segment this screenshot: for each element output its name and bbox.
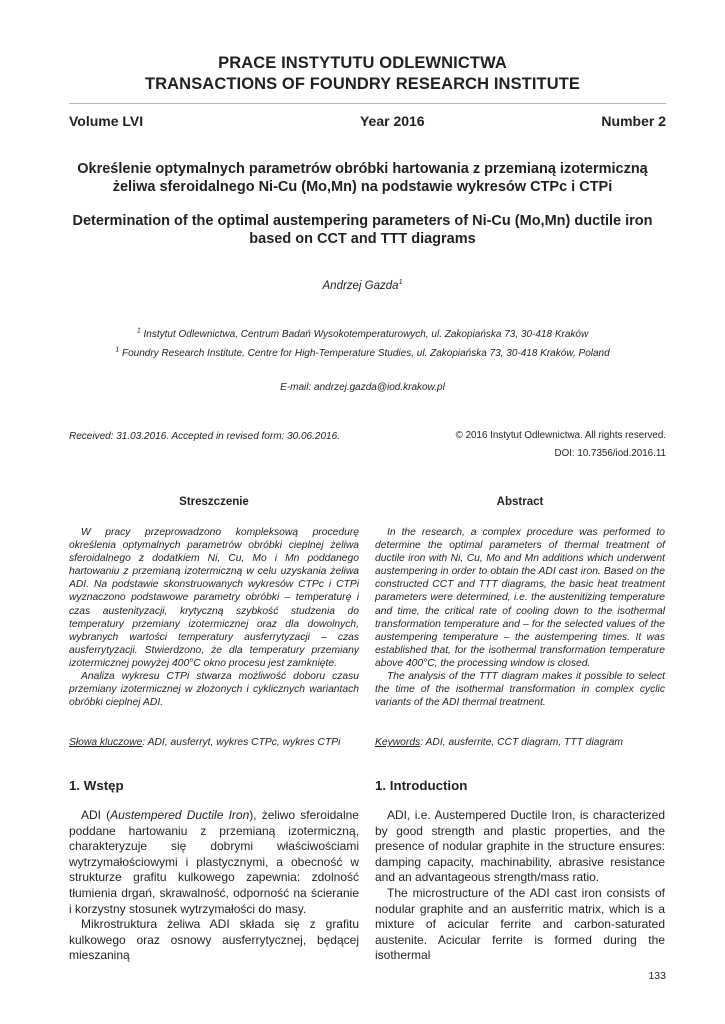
section-pl-p1-pre: ADI (: [81, 808, 111, 822]
journal-name-en: TRANSACTIONS OF FOUNDRY RESEARCH INSTITUTE: [144, 75, 581, 93]
section-heading-en: 1. Introduction: [375, 778, 468, 793]
journal-header: [0, 53, 725, 95]
section-pl-p1-ital: Austempered Ductile Iron: [110, 808, 250, 822]
keywords-pl-text: : ADI, ausferryt, wykres CTPc, wykres CTPi: [142, 737, 341, 748]
abstract-heading: Abstract: [496, 496, 544, 508]
section-body-pl: [69, 808, 359, 964]
abstract-paragraph-2: The analysis of the TTT diagram makes it possible to select the time of the isothermal transformation in complex cyclic variants of the ADI thermal treatment.: [375, 671, 665, 709]
affiliation-en-sup: 1: [115, 346, 120, 354]
affiliation-pl-sup: 1: [136, 327, 141, 335]
streszczenie-text: [69, 526, 359, 709]
affiliation-en-text: Foundry Research Institute, Centre for High-Temperature Studies, ul. Zakopiańska 73, 30-418 Kraków, Poland: [122, 348, 610, 359]
keywords-pl-label: Słowa kluczowe: [69, 737, 143, 748]
section-pl-paragraph-1: [69, 808, 359, 917]
affiliation-pl: [0, 328, 725, 342]
streszczenie-heading: Streszczenie: [179, 496, 249, 508]
section-en-paragraph-2: The microstructure of the ADI cast iron consists of nodular graphite and an ausferritic matrix, which is a mixture of acicular ferrite and carbon-saturated austenite. Acicular ferrite is formed during the isothermal: [375, 885, 665, 963]
section-heading-pl: 1. Wstęp: [69, 778, 124, 793]
page-number: 133: [648, 970, 666, 982]
title-english-line2: based on CCT and TTT diagrams: [249, 231, 476, 247]
author: [0, 280, 725, 292]
title-polish-line2: żeliwa sferoidalnego Ni-Cu (Mo,Mn) na podstawie wykresów CTPc i CTPi: [112, 179, 613, 195]
title-polish: [60, 160, 665, 196]
keywords-en: [375, 737, 665, 748]
header-rule: [69, 103, 666, 104]
keywords-pl: [69, 737, 359, 748]
section-en-paragraph-1: ADI, i.e. Austempered Ductile Iron, is characterized by good strength and plastic properties, and the presence of nodular graphite in the structure ensures: damping capacity, machinability, abrasive resistance and an advantageous strength/mass ratio.: [375, 808, 665, 885]
section-pl-paragraph-2: Mikrostruktura żeliwa ADI składa się z grafitu kulkowego oraz osnowy ausferrytycznej, będącej mieszaniną: [69, 917, 359, 963]
section-pl-p1-post: ), żeliwo sferoidalne poddane hartowaniu z przemianą izotermiczną, charakteryzuje się dobrymi właściwościami wytrzymałościowymi i plastycznymi, a obecność w strukturze grafitu kulkowego zapewnia: zdolność tłumienia drgań, skrawalność, odporność na ścieranie i korzystny stosunek wytrzymałości do masy.: [69, 808, 359, 916]
volume: Volume LVI: [69, 113, 144, 129]
title-polish-line1: Określenie optymalnych parametrów obróbki hartowania z przemianą izotermiczną: [77, 161, 648, 177]
abstract-paragraph-1: In the research, a complex procedure was performed to determine the optimal parameters of thermal treatment of ductile iron with Ni, Cu, Mo and Mn additions which underwent austempering in order to obtain the ADI cast iron. Based on the constructed CCT and TTT diagrams, the basic heat treatment parameters were determined, i.e. the austenitizing temperature and time, the critical rate of cooling down to the isothermal transformation temperature and – for the selected values of the austempering temperature – the austempering times. It was established that, for the isothermal transformation temperature above 400°C, the processing window is closed.: [375, 527, 665, 669]
received-date: Received: 31.03.2016. Accepted in revised form: 30.06.2016.: [69, 431, 340, 442]
abstract-text: [375, 526, 665, 709]
title-english-line1: Determination of the optimal austempering parameters of Ni-Cu (Mo,Mn) ductile iron: [72, 213, 653, 229]
streszczenie-paragraph-1: W pracy przeprowadzono kompleksową procedurę określenia optymalnych parametrów obróbki cieplnej żeliwa sferoidalnego z dodatkiem Ni, Cu, Mo i Mn poddanego hartowaniu z przemianą izotermiczną w celu uzyskania żeliwa ADI. Na podstawie skonstruowanych wykresów CTPc i CTPi wyznaczono podstawowe parametry obróbki – temperaturę i czas austenityzacji, krytyczną szybkość studzenia do temperatury przemiany izotermicznej oraz dla dowolnych, wybranych wartości temperatury ausferrytyzacji – czas ausferrytyzacji. Stwierdzono, że dla temperatury przemiany izotermicznej powyżej 400°C okno procesu jest zamknięte.: [69, 527, 359, 669]
keywords-en-label: Keywords: [375, 737, 421, 748]
keywords-en-text: : ADI, ausferrite, CCT diagram, TTT diagram: [420, 737, 623, 748]
doi: DOI: 10.7356/iod.2016.11: [554, 448, 666, 459]
email: E-mail: andrzej.gazda@iod.krakow.pl: [280, 382, 445, 393]
affiliation-en: [0, 347, 725, 361]
affiliation-pl-text: Instytut Odlewnictwa, Centrum Badań Wysokotemperaturowych, ul. Zakopiańska 73, 30-418 Kraków: [143, 329, 589, 340]
copyright: © 2016 Instytut Odlewnictwa. All rights reserved.: [455, 430, 666, 441]
issue-number: Number 2: [601, 113, 666, 129]
section-body-en: [375, 808, 665, 964]
journal-name-pl: PRACE INSTYTUTU ODLEWNICTWA: [218, 54, 507, 72]
year: Year 2016: [359, 113, 425, 129]
streszczenie-paragraph-2: Analiza wykresu CTPi stwarza możliwość doboru czasu przemiany izotermicznej w złożonych i cyklicznych wariantach obróbki cieplnej ADI.: [69, 671, 359, 709]
issue-info-row: [69, 113, 666, 129]
title-english: [60, 212, 665, 248]
author-sup: 1: [398, 279, 403, 287]
author-name: Andrzej Gazda: [322, 280, 399, 292]
